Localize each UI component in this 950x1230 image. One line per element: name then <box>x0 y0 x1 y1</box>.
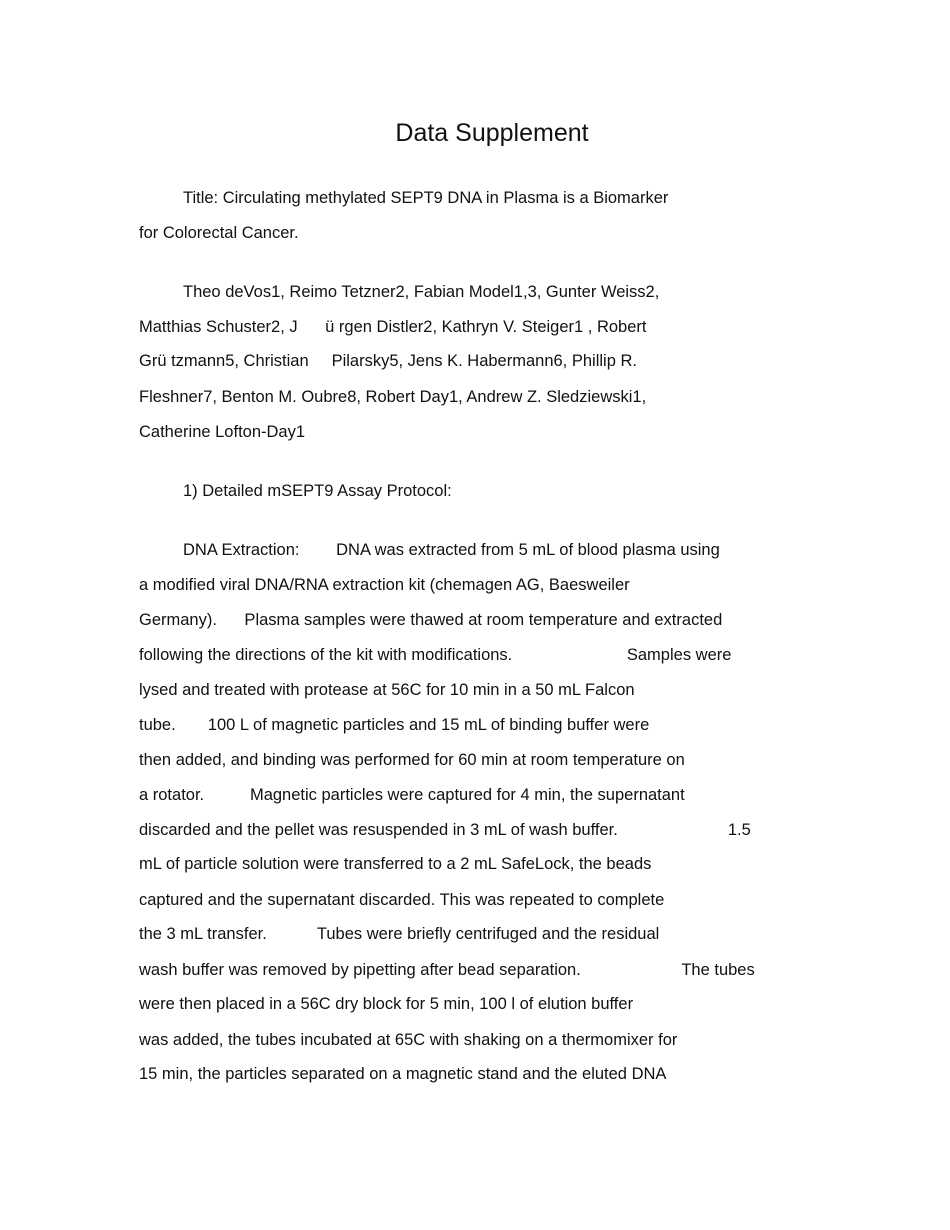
author-line: Fleshner7, Benton M. Oubre8, Robert Day1, Andrew Z. Sledziewski1, <box>139 388 647 406</box>
title-line: for Colorectal Cancer. <box>139 224 299 242</box>
body-line: wash buffer was removed by pipetting after bead separation. The tubes <box>139 961 755 979</box>
body-line: following the directions of the kit with modifications. Samples were <box>139 646 732 664</box>
body-line: then added, and binding was performed for 60 min at room temperature on <box>139 751 685 769</box>
body-line: captured and the supernatant discarded. This was repeated to complete <box>139 891 665 909</box>
body-line: a modified viral DNA/RNA extraction kit (chemagen AG, Baesweiler <box>139 576 630 594</box>
body-line: 15 min, the particles separated on a magnetic stand and the eluted DNA <box>139 1065 667 1083</box>
author-line: Theo deVos1, Reimo Tetzner2, Fabian Model1,3, Gunter Weiss2, <box>183 283 660 301</box>
body-line: DNA Extraction: DNA was extracted from 5 mL of blood plasma using <box>183 541 720 559</box>
author-line: Catherine Lofton-Day1 <box>139 423 306 441</box>
body-line: tube. 100 L of magnetic particles and 15 mL of binding buffer were <box>139 716 650 734</box>
body-line: discarded and the pellet was resuspended in 3 mL of wash buffer. 1.5 <box>139 821 751 839</box>
section-heading: 1) Detailed mSEPT9 Assay Protocol: <box>183 482 452 500</box>
page-title: Data Supplement <box>395 119 589 147</box>
body-line: were then placed in a 56C dry block for 5 min, 100 l of elution buffer <box>139 995 634 1013</box>
body-line: was added, the tubes incubated at 65C with shaking on a thermomixer for <box>139 1031 678 1049</box>
body-line: a rotator. Magnetic particles were captured for 4 min, the supernatant <box>139 786 685 804</box>
body-line: lysed and treated with protease at 56C for 10 min in a 50 mL Falcon <box>139 681 635 699</box>
author-line: Matthias Schuster2, J ü rgen Distler2, Kathryn V. Steiger1 , Robert <box>139 318 647 336</box>
body-line: mL of particle solution were transferred to a 2 mL SafeLock, the beads <box>139 855 652 873</box>
title-line: Title: Circulating methylated SEPT9 DNA in Plasma is a Biomarker <box>183 189 669 207</box>
body-line: Germany). Plasma samples were thawed at room temperature and extracted <box>139 611 723 629</box>
body-line: the 3 mL transfer. Tubes were briefly centrifuged and the residual <box>139 925 660 943</box>
author-line: Grü tzmann5, Christian Pilarsky5, Jens K. Habermann6, Phillip R. <box>139 352 637 370</box>
